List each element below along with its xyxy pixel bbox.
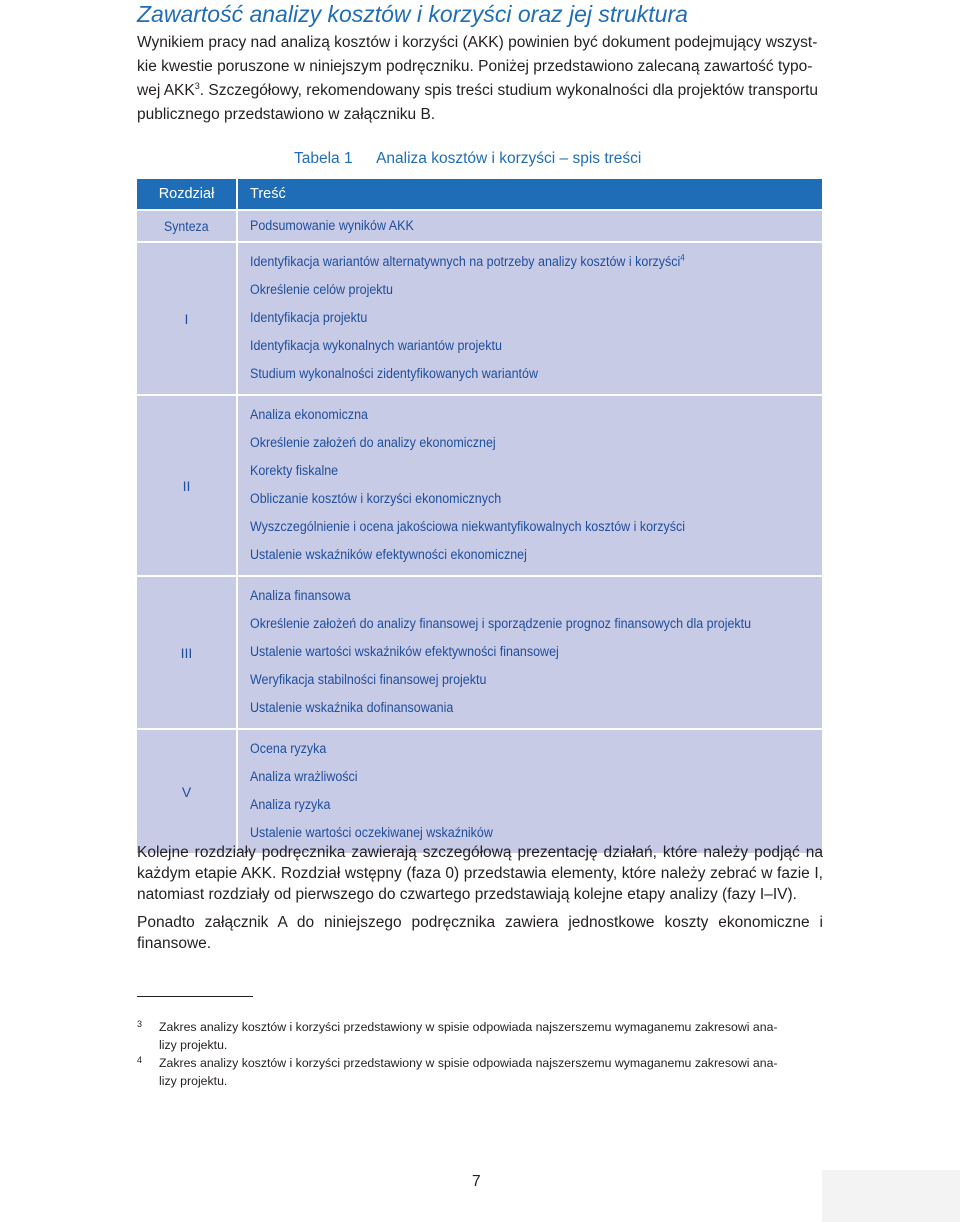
intro-line-part: . Szczegółowy, rekomendowany spis treści studium wykonalności dla projektów transportu <box>199 82 819 99</box>
chapter-label: V <box>181 783 192 800</box>
intro-line: publicznego przedstawiono w załączniku B. <box>137 106 436 123</box>
section-heading: Zawartość analizy kosztów i korzyści oraz jej struktura <box>137 1 688 27</box>
table-item: Analiza ryzyka <box>250 797 331 813</box>
footnote-ref-3[interactable]: 3 <box>194 80 200 91</box>
footnote-ref-4[interactable]: 4 <box>680 252 685 263</box>
footnote-text: lizy projektu. <box>159 1038 228 1052</box>
table-item: Ustalenie wskaźników efektywności ekonomicznej <box>250 547 527 563</box>
table-item: Ustalenie wartości wskaźników efektywności finansowej <box>250 644 559 660</box>
table-item <box>250 248 753 276</box>
table-item: Identyfikacja wykonalnych wariantów projektu <box>250 338 502 354</box>
table-item: Ustalenie wartości oczekiwanej wskaźników <box>250 825 493 841</box>
table-row <box>137 396 822 577</box>
table-item: Analiza finansowa <box>250 588 351 604</box>
table-header-row <box>137 179 822 211</box>
table-caption <box>294 148 814 170</box>
footnote-number: 4 <box>137 1055 143 1065</box>
footnote-text: Zakres analizy kosztów i korzyści przedstawiony w spisie odpowiada najszerszemu wymaganemu zakresowi ana- <box>159 1056 778 1070</box>
row-content <box>236 730 822 853</box>
table-item: Identyfikacja projektu <box>250 310 368 326</box>
table-item: Ustalenie wskaźnika dofinansowania <box>250 700 454 716</box>
chapter-synteza: Synteza <box>164 218 209 234</box>
footnote-text: Zakres analizy kosztów i korzyści przedstawiony w spisie odpowiada najszerszemu wymaganemu zakresowi ana- <box>159 1020 778 1034</box>
table-item: Analiza wrażliwości <box>250 769 358 785</box>
row-content <box>236 211 822 241</box>
intro-line: Wynikiem pracy nad analizą kosztów i korzyści (AKK) powinien być dokument podejmujący wszyst- <box>137 34 818 51</box>
intro-line <box>137 79 827 103</box>
page-number: 7 <box>472 1173 481 1190</box>
chapter-label: II <box>182 477 191 494</box>
table-row <box>137 577 822 730</box>
table-item: Określenie założeń do analizy finansowej i sporządzenie prognoz finansowych dla projektu <box>250 616 752 632</box>
table-row <box>137 211 822 243</box>
footnote-3 <box>137 1018 827 1054</box>
table-item: Weryfikacja stabilności finansowej projektu <box>250 672 487 688</box>
table-item: Korekty fiskalne <box>250 463 339 479</box>
footnote-text: lizy projektu. <box>159 1074 228 1088</box>
chapter-label: I <box>184 310 189 327</box>
footnote-number: 3 <box>137 1019 143 1029</box>
table-item: Określenie celów projektu <box>250 282 393 298</box>
item-text: Identyfikacja wariantów alternatywnych na potrzeby analizy kosztów i korzyści <box>250 254 681 270</box>
table-item: Ocena ryzyka <box>250 741 327 757</box>
footnote-4 <box>137 1054 827 1090</box>
table-row <box>137 730 822 855</box>
row-content <box>236 577 822 728</box>
table-row <box>137 243 822 396</box>
header-content: Treść <box>236 179 822 209</box>
chapter-label <box>137 211 236 241</box>
chapter-label: III <box>180 644 193 661</box>
table-item: Wyszczególnienie i ocena jakościowa niekwantyfikowalnych kosztów i korzyści <box>250 519 685 535</box>
table-caption-label: Tabela 1 <box>294 150 353 167</box>
table-caption-title: Analiza kosztów i korzyści – spis treści <box>376 150 642 167</box>
table-item: Obliczanie kosztów i korzyści ekonomicznych <box>250 491 502 507</box>
page-corner-decoration <box>822 1170 960 1222</box>
contents-table <box>137 179 822 855</box>
footnote-divider <box>137 996 253 997</box>
header-chapter: Rozdział <box>158 186 215 202</box>
intro-line: kie kwestie poruszone w niniejszym podręczniku. Poniżej przedstawiono zalecaną zawartość typo- <box>137 58 813 75</box>
table-item: Określenie założeń do analizy ekonomicznej <box>250 435 496 451</box>
intro-line-part: wej AKK <box>137 82 195 99</box>
outro-paragraph-1: Kolejne rozdziały podręcznika zawierają szczegółową prezentację działań, które należy podjąć na każdym etapie AKK. Rozdział wstępny (faza 0) przedstawia elementy, które należy zebrać w fazie I, natomiast rozdziały od pierwszego do czwartego przedstawiają kolejne etapy analizy (fazy I–IV). <box>137 844 823 903</box>
outro-paragraph-2: Ponadto załącznik A do niniejszego podręcznika zawiera jednostkowe koszty ekonomiczne i finansowe. <box>137 914 823 952</box>
intro-paragraph <box>137 31 827 127</box>
table-item: Studium wykonalności zidentyfikowanych wariantów <box>250 366 538 382</box>
row-content <box>236 243 822 394</box>
row-content <box>236 396 822 575</box>
table-item: Podsumowanie wyników AKK <box>250 218 414 234</box>
table-item: Analiza ekonomiczna <box>250 407 368 423</box>
